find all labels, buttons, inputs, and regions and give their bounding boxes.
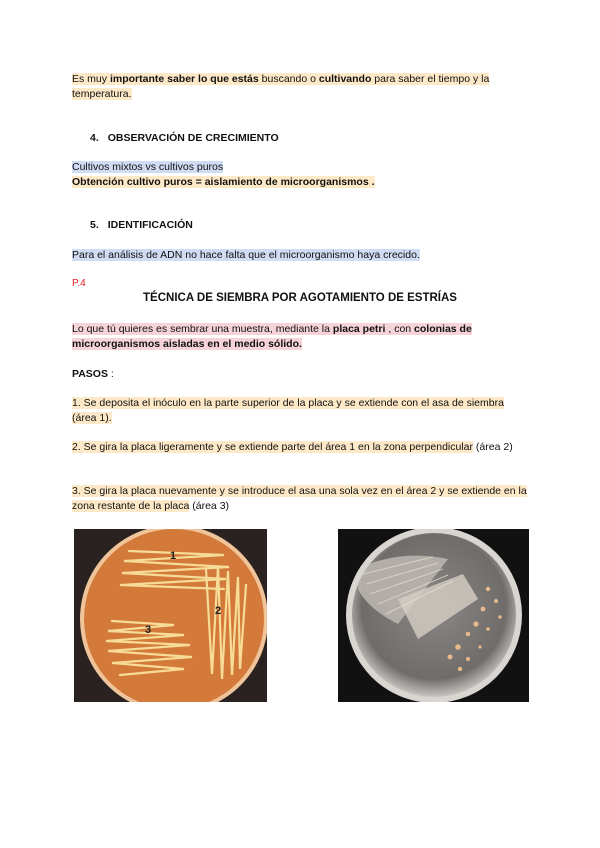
intro-text-3: para saber el tiempo y la temperatura. — [72, 73, 490, 100]
petri-dish-svg — [338, 529, 529, 702]
intro-text-1: Es muy — [72, 73, 110, 85]
section-4-heading — [90, 132, 279, 144]
section-5-body — [72, 248, 528, 263]
lead-bold-2: colonias de microorganismos aisladas en el medio sólido. — [72, 323, 472, 350]
step-1-text: 1. Se deposita el inóculo en la parte superior de la placa y se extiende con el asa de siembra (área 1). — [72, 397, 504, 424]
section-4-number: 4. — [90, 132, 99, 144]
section-5-number: 5. — [90, 219, 99, 231]
step-1 — [72, 396, 528, 426]
streak-diagram-svg — [74, 529, 267, 702]
intro-bold-2: cultivando — [318, 73, 372, 85]
lead-text-1: Lo que tú quieres es sembrar una muestra, mediante la — [72, 323, 333, 335]
step-2 — [72, 440, 528, 455]
lead-paragraph — [72, 322, 528, 352]
section-5-title: IDENTIFICACIÓN — [107, 219, 193, 231]
pasos-label-text: PASOS — [72, 368, 108, 380]
section-4-line-1: Cultivos mixtos vs cultivos puros — [72, 161, 224, 173]
section-5-line-1: Para el análisis de ADN no hace falta que el microorganismo haya crecido. — [72, 249, 420, 261]
streak-diagram-image — [74, 529, 267, 702]
page-reference: P.4 — [72, 278, 86, 289]
figures-row — [74, 529, 529, 702]
section-4-body — [72, 160, 528, 190]
step-3 — [72, 484, 528, 514]
area-3-label: 3 — [145, 624, 152, 636]
area-2-label: 2 — [215, 605, 222, 617]
lead-bold-1: placa petri — [332, 323, 386, 335]
step-2-tail: (área 2) — [473, 441, 513, 453]
section-5-heading — [90, 219, 193, 231]
section-4-title: OBSERVACIÓN DE CRECIMIENTO — [107, 132, 279, 144]
section-4-line-2: Obtención cultivo puros = aislamiento de microorganismos . — [72, 176, 375, 188]
area-1-label: 1 — [170, 550, 177, 562]
step-3-tail: (área 3) — [189, 500, 230, 512]
pasos-label-suffix: : — [107, 368, 114, 380]
intro-text-2: buscando o — [258, 73, 319, 85]
step-3-text: 3. Se gira la placa nuevamente y se introduce el asa una sola vez en el área 2 y se extiende en la zona restante de la placa — [72, 485, 527, 512]
pasos-label — [72, 367, 528, 382]
step-2-text: 2. Se gira la placa ligeramente y se extiende parte del área 1 en la zona perpendicular — [72, 441, 474, 453]
intro-paragraph — [72, 72, 528, 102]
intro-bold-1: importante saber lo que estás — [109, 73, 259, 85]
technique-title: TÉCNICA DE SIEMBRA POR AGOTAMIENTO DE ESTRÍAS — [143, 292, 457, 304]
petri-dish-photo — [338, 529, 529, 702]
lead-text-2: , con — [385, 323, 415, 335]
